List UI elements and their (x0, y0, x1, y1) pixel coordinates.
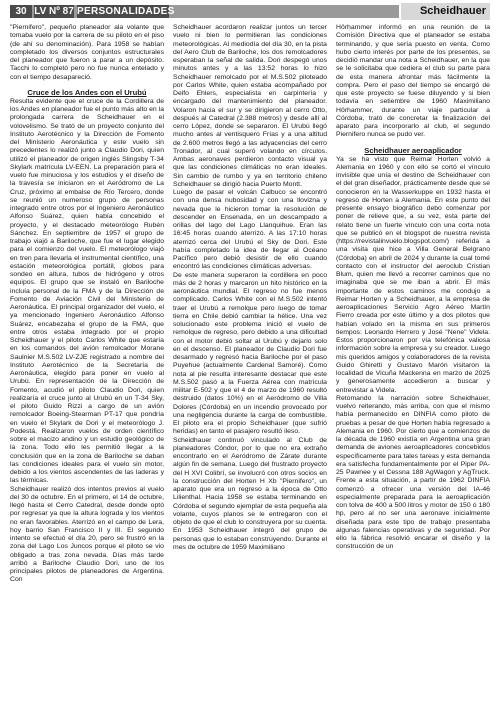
article-body (10, 24, 490, 719)
column-1 (10, 24, 164, 719)
paragraph: De este manera superaron la cordillera en poco más de 2 horas y marcaron un hito histórico en la aeronáutica mundial. El regreso no fue menos complicado. Carlos White con el M.S.502 intentó traer el Urubú a remolque pero luego de tomar tierra en Chile debió cambiar la hélice. Una vez solucionado este problema inició el vuelo de remolque de regreso, pero debido a una dificultad con el motor debió soltar al Urubú y dejarlo solo en el descenso. El planeador de Claudio Dori fue desarmado y regresó hacia Bariloche por el paso Puyehue (actualmente Cardenal Samoré). Como nota al pie resulta interesante destacar que este M.S.502 pasó a la Fuerza Aérea con matrícula militar E-502 y que el 4 de marzo de 1960 resultó destruido (datos 10%) en el Aeródromo de Villa Dolores (Córdoba) en un incendio provocado por una negligencia durante la carga de combustible. El piloto era el propio Scheidhauer (que sufrió heridas) en tanto el pasajero resultó ileso. (173, 271, 327, 436)
section-label: PERSONALIDADES (77, 6, 175, 17)
paragraph: Retomando la narración sobre Scheidhauer, vuelvo reiterando, más arriba, con que el mismo había permanecido en DINFIA como piloto de pruebas a pesar de que Horten había regresado a Alemania en 1960. Por cierto que a comienzos de la década de 1960 existía en Argentina una gran demanda de aviones aeroaplicadores concebidos específicamente para tales tareas y esta demanda era satisfecha fundamentalmente por el Piper PA-25 Pawnee y el Cessna 188 AgWagon y AgTruck. Frente a esta situación, a partir de 1962 DINFIA comenzó a ofrecer una versión del IA-46 especialmente preparada para la aeroaplicación con tolva de 400 a 500 litros y motor de 150 ó 180 hp, pero al no ser una aeronave inicialmente diseñada para este tipo de trabajo presentaba algunas falencias operativas y de seguridad. Por ello la fábrica resolvió encarar el diseño y la construcción de un (336, 394, 490, 551)
section-heading: Scheidhauer aeroaplicador (364, 145, 462, 155)
paragraph: Luego de pasar el volcán Calbuco se encontró con una densa nubosidad y con una llovizna y nevada que le hicieron tomar la resolución de descender en Ensenada, en un descampado a orillas del lago del Lago Llanquihue. Eran las 16:45 horas cuando aterrizó. A las 17:10 horas aterrizó cerca del Urubú el Sky de Dori. Este había completado la idea de llegar al Océano Pacífico pero debió desistir de ello cuando encontró las condiciones climáticas adversas. (173, 189, 327, 271)
paragraph: Hörhammer informó en una reunión de la Comisión Directiva que el planeador se estaba terminando, y que sería puesto en venta. Como hubo cierto interés por parte de los presentes, se decidió mandar una nota a Scheidhauer, en la que se le solicitaba que cediera el club su parte para de esta manera afrontar más fácilmente la compra. Pero el paso del tiempo se encargó de que este proyecto se fuese diluyendo y si bien todavía en setiembre de 1960 Maximiliano Hörhammer, durante un viaje particular a Córdoba, trató de concretar la finalización del aparato para incorporarlo al club, el segundo Piernifero nunca se pudo ver. (336, 24, 490, 139)
page-number: 30 (10, 5, 32, 18)
column-2 (173, 24, 327, 719)
section-heading: Cruce de los Andes con el Urubú (27, 87, 147, 97)
paragraph: Resulta evidente que el cruce de la Cordillera de los Andes en planeador fue el punto más alto en la prolongada carrera de Scheidhauer en el volovelismo. Se trató de un proyecto conjunto del Instituto Aerotécnico y la Dirección de Fomento del Ministerio Aeronáutica y este vuelo sin precedentes lo realizó junto a Claudio Dori, quien utilizó el planeador de origen inglés Slingsby T-34 Skylark matrícula LV-EEN. La preparación para el vuelo fue minuciosa y los estudios y el diseño de la travesía se iniciaron en el Aeródromo de La Cruz, próximo al embalse de Río Tercero, donde se reunió un numeroso grupo de personas integrado entre otros por el Ingeniero Aeronáutico Alfonso Suárez, quien había concebido el proyecto, y el destacado meteorólogo Rubén Sánchez. En septiembre de 1957 el grupo de trabajo viajó a Bariloche, que fue el lugar elegido para el comienzo del vuelo. El meteorólogo viajó en tren para llevarla el instrumental científico, una estación meteorológica portátil, globos para sondeo en altura, tubos de hidrógeno y otros equipos. El grupo que se instaló en Bariloche incluía personal de la FMA y de la Dirección de Fomento de Aviación Civil del Ministerio de Aeronáutica. El principal organizador del vuelo, el ya mencionado Ingeniero Aeronáutico Alfonso Suárez, encabezaba el grupo de la FMA, que entre otros estaba integrado por el propio Scheidhauer y el piloto Carlos White que estaría en los comandos del avión remolcador Morane Saulnier M.S.502 LV-ZJE registrado a nombre del Instituto Aerotécnico de la Secretaría de Aeronáutica, elegido para poner en vuelo al Urubú. En representación de la Dirección de Fomento, acudió el piloto Claudio Dori, quien realizaría el cruce junto al Urubú en un T-34 Sky, el piloto Guido Rizzi a cargo de un avión remolcador Boeing-Stearman PT-17 que pondría en vuelo el Skylark de Dori y el meteorólogo J. Podestá. Realizaron vuelos de orden científico sobre el macizo andino y un estudio geológico de la zona. Todo ello les permitió llegar a la conclusión que en la zona de Bariloche se daban las condiciones ideales para el vuelo sin motor, debido a los vientos ascendentes de las laderas y las térmicas. (10, 97, 164, 485)
column-3 (336, 24, 490, 719)
paragraph: Ya se ha visto que Reimar Horten volvió a Alemania en 1960 y con ello se cortó el vínculo invisible que unía el destino de Scheidhauer con el del gran diseñador, prácticamente desde que se conocieron en la Wasserkuppe en 1932 hasta el regreso de Horten a Alemania. En este punto del presente ensayo biográfico debo comenzar por poner de relieve que, a su vez, esta parte del relato tiene un fuerte vínculo con una corta nota que se publicó en el blogspot de nuestra revista (https://revistalinvuelo.blogspot.com/) referida a una visita que hice a Villa General Belgrano (Córdoba) en abril de 2024 y durante la cual tomé contacto con el instructor del aeroclub Cristian Blum, quien me llevó a recorrer caminos que no imaginaba que se me iban a abrir. El más importante de estos caminos me condujo a Reimar Horten y a Scheidhauer, a la empresa de aeroaplicaciones Servicio Agro Aéreo Martín Fierro creada por este último y a dos pilotos que habían volado en la misma en sus primeros tiempos: Leonardo Herrero y José "Nene" Videla. Estos proporcionaron por vía telefónica valiosa información sobre la empresa y su creador. Luego mis queridos amigos y colaboradores de la revista Guido Ghiretti y Gustavo Marón visitaron la localidad de Vicuña Mackenna en marzo de 2025 y generosamente accedieron a buscar y entrevistar a Videla. (336, 155, 490, 394)
page-header (0, 0, 500, 24)
paragraph: "Piernifero", pequeño planeador ala volante que tomaba vuelo por la carrera de su piloto en el piso (de ahí su denominación). Para 1958 se habían completado los diversos conjuntos estructurales del planeador que fueron a parar a un depósito. Tacchi lo completó pero no fue nunca entelado y con el tiempo desapareció. (10, 24, 164, 81)
article-title: Scheidhauer (399, 3, 490, 20)
paragraph: Scheidhauer continuó vinculado al Club de planeadores Cóndor, por lo que no era extraño encontrarlo en el Aeródromo de Zárate durante algún fin de semana. Luego del frustrado proyecto del H XVI Colibrí, se involucró con otros socios en la construcción del Horten H Xb "Piernifero", un aparato que era un regreso a la época de Otto Lilienthal. Hacia 1958 se estaba terminando en Córdoba el segundo ejemplar de esta pequeña ala volante, cuyos planos se le entregaron con el objeto de que el club lo construyera por su cuenta. En 1953 Scheidhauer integró del grupo de personas que lo estaban construyendo. Durante el mes de octubre de 1959 Maximiliano (173, 436, 327, 551)
paragraph: Scheidhauer realizó dos intentos previos al vuelo del 30 de octubre. En el primero, el 14 de octubre, llegó hasta el Cerro Catedral, desde donde optó por regresar ya que la altura lograda y los vientos no eran favorables. Aterrizó en el campo de Lera, hoy barrio San Francisco II y III. El segundo intento se efectuó el día 20, pero se frustró en la zona del Lago Los Juncos porque el piloto se vio obligado a tras zona nevada. Días más tarde arribó a Bariloche Claudio Dori, uno de los principales pilotos de planeadores de Argentina. Con (10, 485, 164, 584)
paragraph: Scheidhauer acordaron realizar juntos un tercer vuelo ni bien lo permitieran las condiciones meteorológicas. Al mediodía del día 30, en la pista del Aero Club de Bariloche, los dos remolcadores esperaban la señal de salida. Dori despegó unos minutos antes y a las 13:52 horas lo hizo Scheidhauer remolcado por el M.S.502 piloteado por Carlos White, quien estaba acompañado por Delfo Ehlers, especialista en carpintería y encargado del mantenimiento del planeador. Volaron hacia el sur y se dirigieron al cerro Otto, después al Catedral (2.388 metros) y desde allí al cerro López, donde se separaron. El Urubú llegó mucho antes al ventisquero Frías y a una altitud de 2.600 metros llegó a las adyacencias del cerro Tronador, al cual superó volando en círculos. Ambas aeronaves perdieron contacto visual ya que las condiciones climáticas no eran ideales. Sin cambio de rumbo y ya en territorio chileno Scheidhauer se dirigió hacia Puerto Montt. (173, 24, 327, 188)
issue-number: LV Nº 87 (34, 6, 74, 17)
